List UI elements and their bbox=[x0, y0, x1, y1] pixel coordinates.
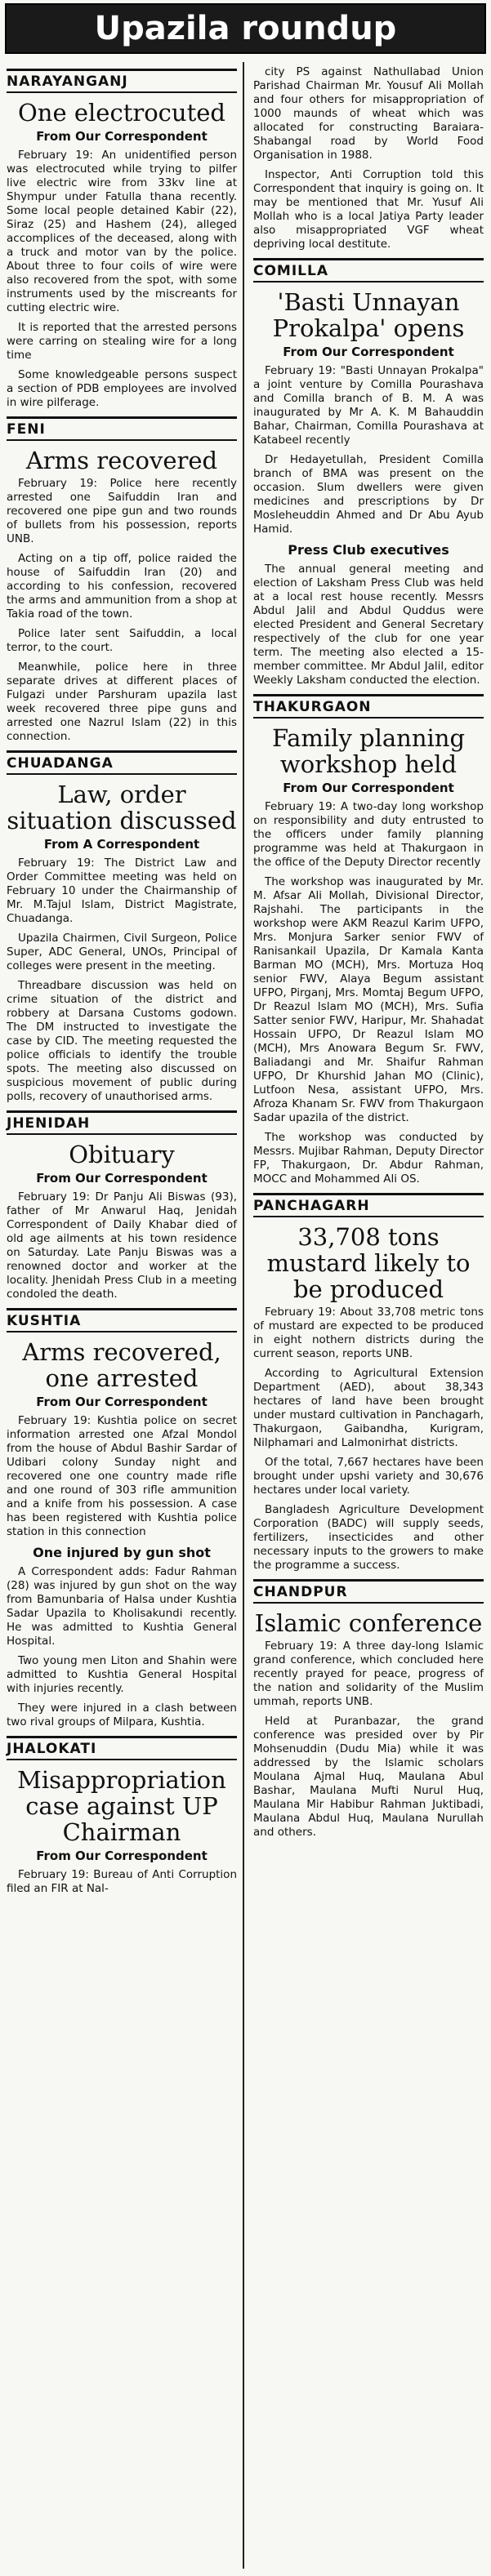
article-paragraph: The workshop was inaugurated by Mr. M. Afsar Ali Mollah, Divisional Director, Rajshahi. The participants in the workshop were AKM Reazul Karim UFPO, Mrs. Monjura Sarker senior FWV of Ranisankail Upazila, Dr Kamala Kanta Barman MO (MCH), Mrs. Mortuza Hoq senior FWV, Alaya Begum assistant UFPO, Pirganj, Mrs. Momtaj Begum UFPO, Dr Reazul Islam MO (MCH), Mrs. Sufia Satter senior FWV, Haripur, Mr. Shahadat Hossain UFPO, Dr Reazul Islam MO (MCH), Mrs Anowara Begum Sr. FWV, Baliadangi and Mr. Shaifur Rahman UFPO, Dr Khurshid Jahan MO (Clinic), Lutfoon Nesa, assistant UFPO, Mrs. Afroza Khanam Sr. FWV from Thakurgaon Sadar upazila of the district. bbox=[253, 875, 484, 1124]
article-byline: From Our Correspondent bbox=[283, 345, 454, 359]
location-label: FENI bbox=[7, 416, 237, 441]
article-headline: 33,708 tons mustard likely to be produced bbox=[266, 1223, 471, 1303]
article-headline: Family planning workshop held bbox=[271, 724, 466, 778]
article bbox=[253, 65, 484, 251]
article-paragraph: It is reported that the arrested persons were carring on stealing wire for a long time bbox=[7, 321, 237, 362]
left-column bbox=[7, 65, 237, 1902]
article bbox=[7, 416, 237, 744]
location-label: PANCHAGARH bbox=[253, 1193, 484, 1217]
article-headline: Law, order situation discussed bbox=[7, 781, 237, 834]
article bbox=[7, 1736, 237, 1896]
article-paragraph: Acting on a tip off, police raided the house of Saifuddin Iran (20) and according to his confession, recovered the arms and ammunition from a shop at Takia road of the town. bbox=[7, 552, 237, 621]
article-paragraph: Dr Hedayetullah, President Comilla branch of BMA was present on the occasion. Slum dwellers were given medicines and prescriptions by Dr Mosleheuddin Ahmed and Dr Abu Ayub Hamid. bbox=[253, 453, 484, 536]
article-byline: From A Correspondent bbox=[43, 837, 200, 852]
right-column bbox=[253, 65, 484, 1846]
article-paragraph: February 19: Bureau of Anti Corruption filed an FIR at Nal- bbox=[7, 1868, 237, 1895]
article-paragraph: Held at Puranbazar, the grand conference was presided over by Pir Mohsenuddin (Dudu Mia) while it was addressed by the Islamic scholars Moulana Ajmal Huq, Maulana Abul Bashar, Maulana Mufti Nurul Huq, Maulana Mir Habibur Rahman Juktibadi, Maulana Abdul Huq, Maulana Nurullah and others. bbox=[253, 1715, 484, 1839]
article-headline: Obituary bbox=[69, 1141, 175, 1168]
location-label: JHENIDAH bbox=[7, 1110, 237, 1135]
column-divider bbox=[243, 62, 244, 2569]
article-paragraph: Of the total, 7,667 hectares have been brought under upshi variety and 30,676 hectares under local variety. bbox=[253, 1456, 484, 1497]
article bbox=[253, 694, 484, 1186]
article-headline: Misappropriation case against UP Chairman bbox=[17, 1766, 226, 1846]
article bbox=[7, 1308, 237, 1729]
location-label: COMILLA bbox=[253, 258, 484, 283]
location-label: CHUADANGA bbox=[7, 750, 237, 775]
article-paragraph: city PS against Nathullabad Union Parishad Chairman Mr. Yousuf Ali Mollah and four others for misappropriation of 1000 maunds of wheat which was allocated for constructing Baraiara-Shabangal road by World Food Organisation in 1988. bbox=[253, 65, 484, 162]
article-paragraph: February 19: Kushtia police on secret information arrested one Afzal Mondol from the house of Abdul Bashir Sardar of Udibari colony Sunday night and recovered one one country made rifle and one round of 303 rifle ammunition and a knife from his possession. A case has been registered with Kushtia police station in this connection bbox=[7, 1414, 237, 1538]
article-byline: From Our Correspondent bbox=[36, 1849, 208, 1863]
article-headline: Islamic conference bbox=[254, 1609, 483, 1637]
article bbox=[253, 1579, 484, 1840]
article-byline: From Our Correspondent bbox=[36, 1171, 208, 1186]
article-paragraph: Meanwhile, police here in three separate drives at different places of Fulgazi under Parshuram upazila last week recovered three pipe guns and arrested one Nazrul Islam (22) in this connection. bbox=[7, 661, 237, 743]
article-paragraph: Inspector, Anti Corruption told this Correspondent that inquiry is going on. It may be mentioned that Mr. Yusuf Ali Mollah who is a local Jatiya Party leader also misappropriated VGF wheat depriving local destitute. bbox=[253, 168, 484, 251]
article-byline: From Our Correspondent bbox=[36, 1395, 208, 1409]
article-paragraph: Police later sent Saifuddin, a local terror, to the court. bbox=[7, 627, 237, 654]
article-paragraph: Some knowledgeable persons suspect a section of PDB employees are involved in wire pilferage. bbox=[7, 368, 237, 409]
article-headline: One electrocuted bbox=[18, 99, 225, 127]
article-paragraph: February 19: The District Law and Order Committee meeting was held on February 10 under the Chairmanship of Mr. M.Tajul Islam, District Magistrate, Chuadanga. bbox=[7, 856, 237, 925]
article-paragraph: They were injured in a clash between two rival groups of Milpara, Kushtia. bbox=[7, 1702, 237, 1728]
article bbox=[253, 258, 484, 687]
banner-title: Upazila roundup bbox=[94, 10, 397, 47]
article-paragraph: The annual general meeting and election of Laksham Press Club was held at a local rest house recently. Messrs Abdul Jalil and Abdul Quddus were elected President and General Secretary respectively of the club for one year term. The meeting also elected a 15-member committee. Mr Abdul Jalil, editor Weekly Laksham conducted the election. bbox=[253, 563, 484, 687]
article-paragraph: A Correspondent adds: Fadur Rahman (28) was injured by gun shot on the way from Bamunbaria of Halsa under Kushtia Sadar Upazila to Kholisakundi recently. He was admitted to Kushtia General Hospital. bbox=[7, 1565, 237, 1648]
location-label: CHANDPUR bbox=[253, 1579, 484, 1604]
article-paragraph: Upazila Chairmen, Civil Surgeon, Police Super, ADC General, UNOs, Principal of colleges were present in the meeting. bbox=[7, 932, 237, 972]
location-label: JHALOKATI bbox=[7, 1736, 237, 1760]
article-headline: 'Basti Unnayan Prokalpa' opens bbox=[272, 288, 465, 342]
article-paragraph: February 19: Police here recently arrested one Saifuddin Iran and recovered one pipe gun and two rounds of bullets from his possession, reports UNB. bbox=[7, 477, 237, 545]
article-subheadline: Press Club executives bbox=[288, 542, 449, 558]
article bbox=[7, 1110, 237, 1301]
article-paragraph: February 19: Dr Panju Ali Biswas (93), father of Mr Anwarul Haq, Jenidah Correspondent of Daily Khabar died of old age ailments at his town residence on Saturday. Late Panju Biswas was a renowned doctor and worker at the locality. Jhenidah Press Club in a meeting condoled the death. bbox=[7, 1190, 237, 1301]
article-byline: From Our Correspondent bbox=[36, 129, 208, 144]
article-paragraph: February 19: A three day-long Islamic grand conference, which concluded here recently prayed for peace, progress of the nation and solidarity of the Muslim ummah, reports UNB. bbox=[253, 1639, 484, 1708]
page-banner bbox=[5, 3, 486, 54]
article bbox=[7, 69, 237, 410]
article-paragraph: Bangladesh Agriculture Development Corporation (BADC) will supply seeds, fertilizers, insecticides and other necessary inputs to the growers to make the programme a success. bbox=[253, 1503, 484, 1572]
location-label: KUSHTIA bbox=[7, 1308, 237, 1332]
article-paragraph: Two young men Liton and Shahin were admitted to Kushtia General Hospital with injuries recently. bbox=[7, 1654, 237, 1695]
location-label: THAKURGAON bbox=[253, 694, 484, 719]
article bbox=[253, 1193, 484, 1573]
article-paragraph: February 19: About 33,708 metric tons of mustard are expected to be produced in eight nothern districts during the current season, reports UNB. bbox=[253, 1306, 484, 1360]
article-paragraph: According to Agricultural Extension Department (AED), about 38,343 hectares of land have been brought under mustard cultivation in Panchagarh, Thakurgaon, Gaibandha, Kurigram, Nilphamari and Lalmonirhat districts. bbox=[253, 1367, 484, 1449]
article-paragraph: The workshop was conducted by Messrs. Mujibar Rahman, Deputy Director FP, Thakurgaon, Dr. Abdur Rahman, MOCC and Mohammed Ali OS. bbox=[253, 1131, 484, 1186]
article-headline: Arms recovered bbox=[25, 447, 218, 474]
article-headline: Arms recovered, one arrested bbox=[22, 1338, 221, 1392]
article-subheadline: One injured by gun shot bbox=[33, 1545, 211, 1560]
article-paragraph: February 19: A two-day long workshop on responsibility and duty entrusted to the officers under family planning programme was held at Thakurgaon in the office of the Deputy Director recently bbox=[253, 800, 484, 869]
article-paragraph: Threadbare discussion was held on crime situation of the district and robbery at Darsana Customs godown. The DM instructed to investigate the case by CID. The meeting requested the police officials to identify the trouble spots. The meeting also discussed on suspicious movement of public during polls, recovery of unauthorised arms. bbox=[7, 979, 237, 1103]
location-label: NARAYANGANJ bbox=[7, 69, 237, 93]
article-paragraph: February 19: "Basti Unnayan Prokalpa" a joint venture by Comilla Pourashava and Comilla branch of B. M. A was inaugurated by Mr A. K. M Bahauddin Bahar, Chairman, Comilla Pourashava at Katabeel recently bbox=[253, 364, 484, 447]
article bbox=[7, 750, 237, 1104]
article-paragraph: February 19: An unidentified person was electrocuted while trying to pilfer live electric wire from 33kv line at Shympur under Fatulla thana recently. Some local people detained Kabir (22), Siraz (25) and Hashem (24), alleged accomplices of the deceased, along with a truck and motor van by the police. About three to four coils of wire were also recovered from the spot, with some instruments used by the miscreants for cutting electric wire. bbox=[7, 149, 237, 314]
article-byline: From Our Correspondent bbox=[283, 781, 454, 795]
